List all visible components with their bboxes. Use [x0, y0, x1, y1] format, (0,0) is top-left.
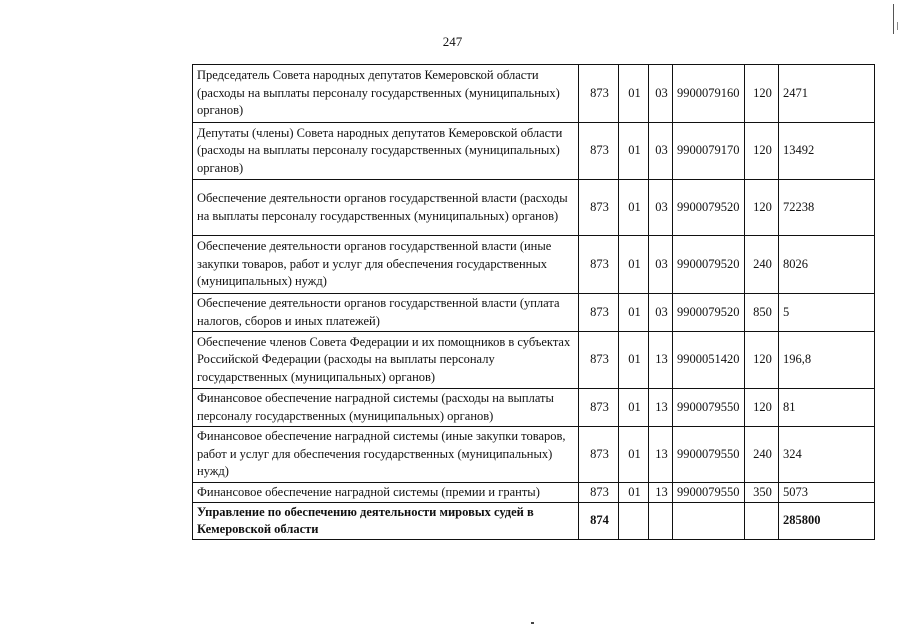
target-article-code: 9900079520	[673, 180, 745, 236]
subsection-code: 13	[649, 389, 673, 427]
section-code	[619, 503, 649, 540]
table-row	[193, 236, 875, 294]
table-row	[193, 180, 875, 236]
row-description: Обеспечение членов Совета Федерации и их помощников в субъектах Российской Федерации (расходы на выплаты персоналу государственных (муниципальных) органов)	[193, 332, 579, 389]
subsection-code: 13	[649, 427, 673, 483]
subsection-code	[649, 503, 673, 540]
expense-type-code: 120	[745, 389, 779, 427]
row-description: Депутаты (члены) Совета народных депутатов Кемеровской области (расходы на выплаты персоналу государственных (муниципальных) органов)	[193, 123, 579, 180]
expense-type-code: 240	[745, 427, 779, 483]
section-code: 01	[619, 294, 649, 332]
target-article-code: 9900079550	[673, 389, 745, 427]
expense-type-code: 850	[745, 294, 779, 332]
page-edge-mark-secondary	[897, 22, 898, 30]
table-row	[193, 483, 875, 503]
section-code: 01	[619, 483, 649, 503]
amount-value: 285800	[779, 503, 875, 540]
subsection-code: 13	[649, 483, 673, 503]
amount-value: 13492	[779, 123, 875, 180]
subsection-code: 03	[649, 65, 673, 123]
amount-value: 8026	[779, 236, 875, 294]
section-code: 01	[619, 389, 649, 427]
expense-type-code: 120	[745, 65, 779, 123]
expense-type-code: 120	[745, 332, 779, 389]
table-row	[193, 427, 875, 483]
target-article-code	[673, 503, 745, 540]
row-description: Финансовое обеспечение наградной системы (премии и гранты)	[193, 483, 579, 503]
target-article-code: 9900051420	[673, 332, 745, 389]
page-number: 247	[442, 34, 463, 49]
ministry-code: 873	[579, 236, 619, 294]
subsection-code: 03	[649, 236, 673, 294]
amount-value: 81	[779, 389, 875, 427]
section-code: 01	[619, 180, 649, 236]
ministry-code: 873	[579, 123, 619, 180]
amount-value: 196,8	[779, 332, 875, 389]
expense-type-code: 120	[745, 123, 779, 180]
target-article-code: 9900079170	[673, 123, 745, 180]
ministry-code: 873	[579, 427, 619, 483]
ministry-code: 873	[579, 294, 619, 332]
ministry-code: 873	[579, 332, 619, 389]
target-article-code: 9900079160	[673, 65, 745, 123]
table-row-section-header	[193, 503, 875, 540]
ministry-code: 874	[579, 503, 619, 540]
subsection-code: 13	[649, 332, 673, 389]
expense-type-code: 120	[745, 180, 779, 236]
expense-type-code	[745, 503, 779, 540]
section-code: 01	[619, 427, 649, 483]
amount-value: 5073	[779, 483, 875, 503]
section-code: 01	[619, 65, 649, 123]
ministry-code: 873	[579, 65, 619, 123]
expense-type-code: 350	[745, 483, 779, 503]
section-code: 01	[619, 332, 649, 389]
budget-table	[192, 64, 875, 540]
table-row	[193, 332, 875, 389]
expense-type-code: 240	[745, 236, 779, 294]
target-article-code: 9900079520	[673, 236, 745, 294]
row-description: Финансовое обеспечение наградной системы (расходы на выплаты персоналу государственных (муниципальных) органов)	[193, 389, 579, 427]
amount-value: 2471	[779, 65, 875, 123]
subsection-code: 03	[649, 123, 673, 180]
page-edge-mark	[893, 4, 894, 34]
section-code: 01	[619, 236, 649, 294]
target-article-code: 9900079550	[673, 427, 745, 483]
row-description: Обеспечение деятельности органов государственной власти (уплата налогов, сборов и иных платежей)	[193, 294, 579, 332]
table-row	[193, 294, 875, 332]
row-description: Обеспечение деятельности органов государственной власти (расходы на выплаты персоналу государственных (муниципальных) органов)	[193, 180, 579, 236]
ministry-code: 873	[579, 483, 619, 503]
row-description: Управление по обеспечению деятельности мировых судей в Кемеровской области	[193, 503, 579, 540]
section-code: 01	[619, 123, 649, 180]
subsection-code: 03	[649, 180, 673, 236]
table-row	[193, 389, 875, 427]
table-row	[193, 123, 875, 180]
scan-speck	[531, 622, 534, 624]
row-description: Обеспечение деятельности органов государственной власти (иные закупки товаров, работ и услуг для обеспечения государственных (муниципальных) нужд)	[193, 236, 579, 294]
table-row	[193, 65, 875, 123]
amount-value: 72238	[779, 180, 875, 236]
subsection-code: 03	[649, 294, 673, 332]
amount-value: 5	[779, 294, 875, 332]
target-article-code: 9900079520	[673, 294, 745, 332]
ministry-code: 873	[579, 180, 619, 236]
amount-value: 324	[779, 427, 875, 483]
ministry-code: 873	[579, 389, 619, 427]
row-description: Председатель Совета народных депутатов Кемеровской области (расходы на выплаты персоналу государственных (муниципальных) органов)	[193, 65, 579, 123]
target-article-code: 9900079550	[673, 483, 745, 503]
row-description: Финансовое обеспечение наградной системы (иные закупки товаров, работ и услуг для обеспечения государственных (муниципальных) нужд)	[193, 427, 579, 483]
